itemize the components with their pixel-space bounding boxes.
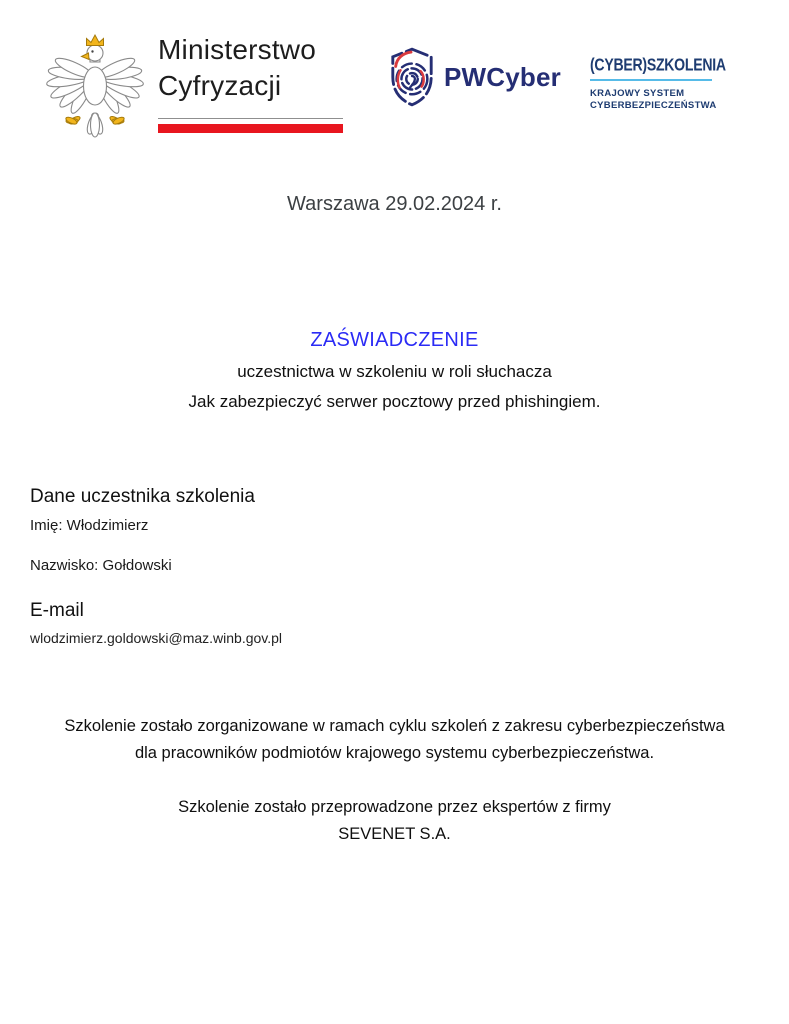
- fingerprint-shield-icon: [388, 44, 436, 110]
- cyberszkolenia-underline: [590, 79, 712, 81]
- place-and-date: Warszawa 29.02.2024 r.: [287, 193, 502, 215]
- ministry-name-line2: Cyfryzacji: [158, 70, 282, 101]
- pwcyber-wordmark: PWCyber: [444, 61, 561, 92]
- provider-paragraph: [0, 794, 789, 848]
- polish-eagle-emblem: [45, 24, 145, 140]
- certificate-title-block: [0, 329, 789, 412]
- training-course-name: Jak zabezpieczyć serwer pocztowy przed phishingiem.: [188, 392, 601, 411]
- certificate-subtitle: uczestnictwa w szkoleniu w roli słuchacza: [237, 362, 552, 381]
- provider-company-name: SEVENET S.A.: [338, 825, 451, 843]
- cyberszkolenia-subtitle-line1: KRAJOWY SYSTEM: [590, 88, 685, 99]
- participant-section-title: Dane uczestnika szkolenia: [30, 486, 255, 507]
- organizer-paragraph-line2: dla pracowników podmiotów krajowego systemu cyberbezpieczeństwa.: [134, 744, 655, 762]
- ministry-name-line1: Ministerstwo: [158, 34, 316, 65]
- organizer-paragraph: [0, 713, 789, 767]
- provider-paragraph-line1: Szkolenie zostało przeprowadzone przez ekspertów z firmy: [178, 798, 611, 816]
- ministry-logo: [158, 32, 358, 133]
- email-label: E-mail: [30, 600, 84, 621]
- participant-first-name: Imię: Włodzimierz: [30, 517, 149, 534]
- participant-last-name: Nazwisko: Gołdowski: [30, 557, 172, 574]
- flag-white-stripe-divider: [158, 118, 343, 119]
- cyberszkolenia-subtitle-line2: CYBERBEZPIECZEŃSTWA: [590, 100, 717, 111]
- cyberszkolenia-logo: [590, 56, 740, 112]
- pwcyber-logo: [388, 44, 561, 110]
- flag-red-stripe: [158, 124, 343, 133]
- cyberszkolenia-title: (CYBER)SZKOLENIA: [590, 56, 726, 76]
- participant-data-section: [30, 486, 530, 646]
- organizer-paragraph-line1: Szkolenie zostało zorganizowane w ramach cyklu szkoleń z zakresu cyberbezpieczeństwa: [64, 717, 725, 735]
- participant-email: wlodzimierz.goldowski@maz.winb.gov.pl: [30, 630, 283, 646]
- certificate-title: ZAŚWIADCZENIE: [310, 329, 479, 351]
